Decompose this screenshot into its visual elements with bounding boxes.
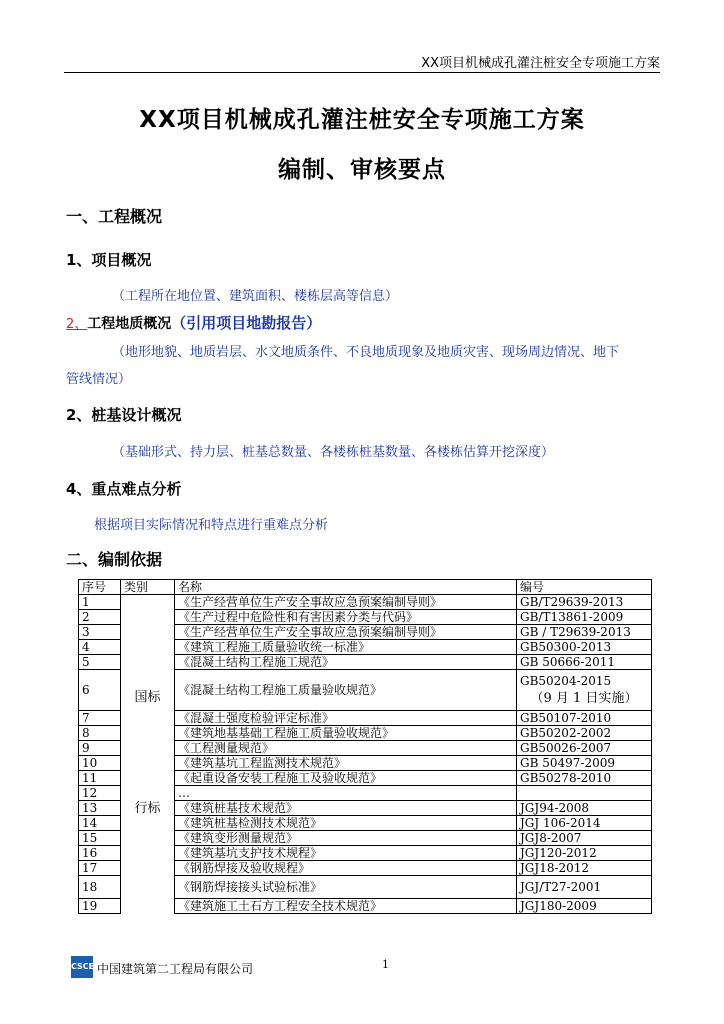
row-name: 《起重设备安装工程施工及验收规范》 xyxy=(175,771,517,786)
basis-table xyxy=(78,579,652,914)
section-1-3-heading: 2、桩基设计概况 xyxy=(66,406,182,424)
row-code: GB50026-2007 xyxy=(517,741,652,756)
section-1-2-reference: （引用项目地勘报告） xyxy=(171,314,322,332)
section-1-heading: 一、工程概况 xyxy=(66,207,163,226)
header-code: 编号 xyxy=(517,580,652,595)
row-no: 11 xyxy=(79,771,121,786)
row-name: 《生产经营单位生产安全事故应急预案编制导则》 xyxy=(175,625,517,640)
row-no: 6 xyxy=(79,670,121,711)
row-code: GB/T13861-2009 xyxy=(517,610,652,625)
row-no: 7 xyxy=(79,711,121,726)
section-1-2-note-line2: 管线情况） xyxy=(66,372,132,387)
table-row xyxy=(79,595,652,610)
row-no: 16 xyxy=(79,846,121,861)
row-code: GB 50497-2009 xyxy=(517,756,652,771)
row-no: 9 xyxy=(79,741,121,756)
row-code: JGJ 106-2014 xyxy=(517,816,652,831)
row-code: JGJ180-2009 xyxy=(517,899,652,914)
row-name: 《混凝土结构工程施工质量验收规范》 xyxy=(175,670,517,711)
section-1-4-heading: 4、重点难点分析 xyxy=(66,480,182,498)
row-name: 《工程测量规范》 xyxy=(175,741,517,756)
section-1-2-number: 2、 xyxy=(66,317,88,332)
category-national: 国标 xyxy=(121,595,175,801)
header-category: 类别 xyxy=(121,580,175,595)
row-code: JGJ94-2008 xyxy=(517,801,652,816)
row-code: GB/T29639-2013 xyxy=(517,595,652,610)
row-name: 《生产过程中危险性和有害因素分类与代码》 xyxy=(175,610,517,625)
row-no: 15 xyxy=(79,831,121,846)
row-no: 13 xyxy=(79,801,121,816)
row-code: GB 50666-2011 xyxy=(517,655,652,670)
row-no: 2 xyxy=(79,610,121,625)
table-row xyxy=(79,801,652,816)
row-name: 《钢筋焊接接头试验标准》 xyxy=(175,876,517,899)
row-name: 《建筑施工土石方工程安全技术规范》 xyxy=(175,899,517,914)
row-code: JGJ120-2012 xyxy=(517,846,652,861)
running-header: XX项目机械成孔灌注桩安全专项施工方案 xyxy=(421,56,660,71)
section-1-3-note: （基础形式、持力层、桩基总数量、各楼栋桩基数量、各楼栋估算开挖深度） xyxy=(112,445,555,460)
row-code: GB50300-2013 xyxy=(517,640,652,655)
header-no: 序号 xyxy=(79,580,121,595)
row-code: GB50202-2002 xyxy=(517,726,652,741)
header-rule xyxy=(64,72,660,73)
row-code: GB50278-2010 xyxy=(517,771,652,786)
row-name: … xyxy=(175,786,517,801)
row-code-value: GB50204-2015 xyxy=(520,674,612,688)
row-code: GB50107-2010 xyxy=(517,711,652,726)
section-1-4-note: 根据项目实际情况和特点进行重难点分析 xyxy=(94,518,329,533)
section-1-1-note: （工程所在地位置、建筑面积、楼栋层高等信息） xyxy=(112,289,399,304)
row-no: 12 xyxy=(79,786,121,801)
row-no: 14 xyxy=(79,816,121,831)
row-name: 《建筑基坑支护技术规程》 xyxy=(175,846,517,861)
header-name: 名称 xyxy=(175,580,517,595)
row-code: JGJ18-2012 xyxy=(517,861,652,876)
row-code xyxy=(517,786,652,801)
row-code: GB / T29639-2013 xyxy=(517,625,652,640)
row-code: JGJ8-2007 xyxy=(517,831,652,846)
section-1-1-heading: 1、项目概况 xyxy=(66,251,152,269)
row-no: 19 xyxy=(79,899,121,914)
section-1-2-title: 工程地质概况 xyxy=(87,316,172,332)
row-no: 3 xyxy=(79,625,121,640)
section-2-heading: 二、编制依据 xyxy=(66,550,163,569)
section-1-2-note-line1: （地形地貌、地质岩层、水文地质条件、不良地质现象及地质灾害、现场周边情况、地下 xyxy=(112,345,620,360)
row-name: 《混凝土强度检验评定标准》 xyxy=(175,711,517,726)
footer-company: 中国建筑第二工程局有限公司 xyxy=(97,962,254,976)
row-no: 17 xyxy=(79,861,121,876)
table-header-row xyxy=(79,580,652,595)
row-no: 1 xyxy=(79,595,121,610)
row-name: 《建筑工程施工质量验收统一标准》 xyxy=(175,640,517,655)
row-no: 4 xyxy=(79,640,121,655)
document-subtitle: 编制、审核要点 xyxy=(278,157,446,183)
row-no: 18 xyxy=(79,876,121,899)
row-name: 《建筑桩基检测技术规范》 xyxy=(175,816,517,831)
row-name: 《混凝土结构工程施工规范》 xyxy=(175,655,517,670)
row-no: 8 xyxy=(79,726,121,741)
row-name: 《建筑变形测量规范》 xyxy=(175,831,517,846)
document-title: XX项目机械成孔灌注桩安全专项施工方案 xyxy=(139,107,585,133)
row-no: 5 xyxy=(79,655,121,670)
row-code xyxy=(517,670,652,711)
page-number: 1 xyxy=(382,958,389,971)
row-name: 《钢筋焊接及验收规程》 xyxy=(175,861,517,876)
row-code-note: （9 月 1 日实施） xyxy=(530,691,638,706)
row-code: JGJ/T27-2001 xyxy=(517,876,652,899)
row-name: 《建筑桩基技术规范》 xyxy=(175,801,517,816)
section-1-2-heading xyxy=(66,312,321,333)
company-logo: CSCEC xyxy=(71,956,93,978)
row-name: 《建筑基坑工程监测技术规范》 xyxy=(175,756,517,771)
row-no: 10 xyxy=(79,756,121,771)
row-name: 《生产经营单位生产安全事故应急预案编制导则》 xyxy=(175,595,517,610)
category-industry: 行标 xyxy=(121,801,175,914)
row-name: 《建筑地基基础工程施工质量验收规范》 xyxy=(175,726,517,741)
